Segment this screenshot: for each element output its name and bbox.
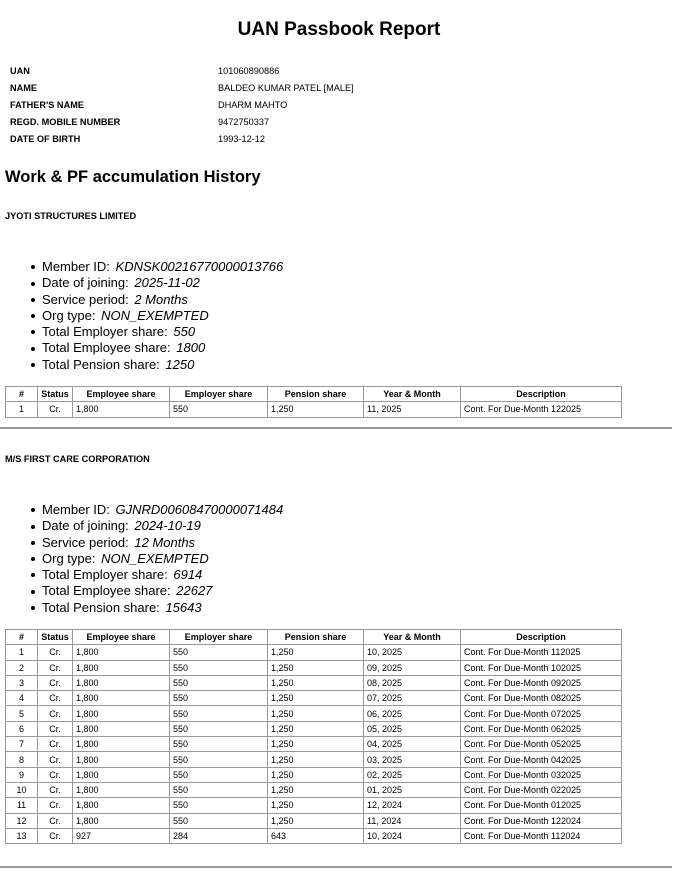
table-row [6,768,622,783]
cell-description: Cont. For Due-Month 042025 [461,752,622,767]
cell-pension-share: 1,250 [268,737,364,752]
cell-status: Cr. [38,691,73,706]
cell-description: Cont. For Due-Month 122025 [461,402,622,417]
cell-index: 12 [6,814,38,829]
cell-index: 4 [6,691,38,706]
cell-index: 1 [6,645,38,660]
detail-member-id: Member ID: KDNSK00216770000013766 [42,259,284,274]
cell-year-month: 11, 2025 [364,402,461,417]
cell-description: Cont. For Due-Month 082025 [461,691,622,706]
cell-pension-share: 1,250 [268,645,364,660]
cell-status: Cr. [38,402,73,417]
cell-employer-share: 550 [170,706,268,721]
info-label: DATE OF BIRTH [10,134,81,145]
cell-pension-share: 643 [268,829,364,844]
cell-pension-share: 1,250 [268,798,364,813]
col-header: Status [38,630,73,645]
detail-service-period: Service period: 12 Months [42,535,283,551]
info-value: 101060890886 [218,65,280,76]
cell-employer-share: 550 [170,645,268,660]
cell-pension-share: 1,250 [268,783,364,798]
cell-pension-share: 1,250 [268,706,364,721]
cell-description: Cont. For Due-Month 072025 [461,706,622,721]
table-row [6,661,622,676]
table-row [6,829,622,844]
table-row [6,752,622,767]
cell-description: Cont. For Due-Month 092025 [461,676,622,691]
table-row [6,783,622,798]
cell-employee-share: 927 [73,829,170,844]
cell-status: Cr. [38,661,73,676]
cell-year-month: 04, 2025 [364,737,461,752]
info-label: REGD. MOBILE NUMBER [10,117,121,128]
cell-employer-share: 284 [170,829,268,844]
cell-status: Cr. [38,783,73,798]
cell-status: Cr. [38,798,73,813]
cell-index: 13 [6,829,38,844]
cell-description: Cont. For Due-Month 032025 [461,768,622,783]
cell-employee-share: 1,800 [73,706,170,721]
cell-index: 9 [6,768,38,783]
cell-year-month: 08, 2025 [364,676,461,691]
detail-org-type: Org type: NON_EXEMPTED [42,308,283,324]
info-row-fathers-name [10,96,354,113]
history-heading: Work & PF accumulation History [5,168,261,186]
cell-year-month: 03, 2025 [364,752,461,767]
company-name: JYOTI STRUCTURES LIMITED [5,211,137,221]
table-body [6,645,622,844]
cell-employer-share: 550 [170,661,268,676]
cell-description: Cont. For Due-Month 122024 [461,814,622,829]
cell-employee-share: 1,800 [73,768,170,783]
detail-service-period: Service period: 2 Months [42,292,283,308]
cell-index: 3 [6,676,38,691]
cell-index: 6 [6,722,38,737]
cell-employee-share: 1,800 [73,798,170,813]
cell-index: 5 [6,706,38,721]
cell-status: Cr. [38,814,73,829]
info-row-dob [10,131,354,148]
col-header: Year & Month [364,630,461,645]
contribution-table [5,629,622,844]
cell-employer-share: 550 [170,402,268,417]
cell-pension-share: 1,250 [268,814,364,829]
cell-status: Cr. [38,645,73,660]
cell-index: 10 [6,783,38,798]
cell-status: Cr. [38,706,73,721]
cell-description: Cont. For Due-Month 062025 [461,722,622,737]
col-header: Description [461,387,622,402]
detail-total-pension-share: Total Pension share: 1250 [42,357,283,373]
col-header: # [6,387,38,402]
cell-year-month: 01, 2025 [364,783,461,798]
col-header: # [6,630,38,645]
employment-details [42,502,283,616]
cell-status: Cr. [38,737,73,752]
cell-employer-share: 550 [170,798,268,813]
cell-index: 7 [6,737,38,752]
col-header: Employee share [73,630,170,645]
col-header: Employer share [170,387,268,402]
detail-total-employee-share: Total Employee share: 1800 [42,340,283,356]
table-header-row [6,387,622,402]
info-label: NAME [10,82,38,93]
cell-employer-share: 550 [170,768,268,783]
info-value: BALDEO KUMAR PATEL [MALE] [218,82,354,93]
cell-pension-share: 1,250 [268,691,364,706]
contribution-table [5,386,622,418]
cell-pension-share: 1,250 [268,768,364,783]
cell-year-month: 10, 2024 [364,829,461,844]
detail-total-employer-share: Total Employer share: 550 [42,324,283,340]
detail-date-of-joining: Date of joining: 2024-10-19 [42,518,283,534]
info-row-uan [10,62,354,79]
cell-pension-share: 1,250 [268,752,364,767]
cell-description: Cont. For Due-Month 112024 [461,829,622,844]
col-header: Description [461,630,622,645]
cell-employee-share: 1,800 [73,783,170,798]
cell-year-month: 11, 2024 [364,814,461,829]
info-value: 9472750337 [218,117,270,128]
report-title: UAN Passbook Report [237,19,441,40]
cell-year-month: 12, 2024 [364,798,461,813]
cell-year-month: 05, 2025 [364,722,461,737]
cell-year-month: 07, 2025 [364,691,461,706]
col-header: Pension share [268,630,364,645]
cell-pension-share: 1,250 [268,676,364,691]
cell-employee-share: 1,800 [73,814,170,829]
cell-status: Cr. [38,722,73,737]
cell-year-month: 10, 2025 [364,645,461,660]
table-body [6,402,622,417]
cell-status: Cr. [38,752,73,767]
detail-org-type: Org type: NON_EXEMPTED [42,551,283,567]
cell-employee-share: 1,800 [73,645,170,660]
table-header-row [6,630,622,645]
col-header: Year & Month [364,387,461,402]
cell-index: 1 [6,402,38,417]
cell-employer-share: 550 [170,783,268,798]
info-label: FATHER'S NAME [10,99,84,110]
col-header: Employee share [73,387,170,402]
employment-details [42,259,283,373]
cell-employee-share: 1,800 [73,722,170,737]
col-header: Status [38,387,73,402]
table-row [6,814,622,829]
cell-employer-share: 550 [170,814,268,829]
info-value: DHARM MAHTO [218,99,288,110]
cell-index: 11 [6,798,38,813]
section-divider [0,866,672,868]
table-row [6,645,622,660]
detail-total-employer-share: Total Employer share: 6914 [42,567,283,583]
table-row [6,737,622,752]
cell-pension-share: 1,250 [268,722,364,737]
cell-description: Cont. For Due-Month 022025 [461,783,622,798]
cell-employer-share: 550 [170,752,268,767]
cell-pension-share: 1,250 [268,661,364,676]
cell-employer-share: 550 [170,722,268,737]
info-row-mobile [10,114,354,131]
cell-year-month: 02, 2025 [364,768,461,783]
cell-index: 8 [6,752,38,767]
cell-employee-share: 1,800 [73,752,170,767]
cell-employee-share: 1,800 [73,737,170,752]
cell-employee-share: 1,800 [73,691,170,706]
member-info [10,62,354,148]
cell-employee-share: 1,800 [73,661,170,676]
detail-date-of-joining: Date of joining: 2025-11-02 [42,275,283,291]
company-name: M/S FIRST CARE CORPORATION [5,454,150,464]
cell-employee-share: 1,800 [73,676,170,691]
cell-description: Cont. For Due-Month 102025 [461,661,622,676]
cell-status: Cr. [38,676,73,691]
cell-year-month: 06, 2025 [364,706,461,721]
table-row [6,402,622,417]
detail-member-id: Member ID: GJNRD00608470000071484 [42,502,284,517]
cell-year-month: 09, 2025 [364,661,461,676]
cell-pension-share: 1,250 [268,402,364,417]
table-row [6,722,622,737]
cell-employer-share: 550 [170,691,268,706]
cell-employee-share: 1,800 [73,402,170,417]
col-header: Pension share [268,387,364,402]
cell-index: 2 [6,661,38,676]
section-divider [0,427,672,429]
cell-description: Cont. For Due-Month 052025 [461,737,622,752]
cell-employer-share: 550 [170,737,268,752]
cell-description: Cont. For Due-Month 012025 [461,798,622,813]
info-value: 1993-12-12 [218,134,265,145]
table-row [6,706,622,721]
table-row [6,676,622,691]
info-row-name [10,79,354,96]
cell-description: Cont. For Due-Month 112025 [461,645,622,660]
col-header: Employer share [170,630,268,645]
cell-employer-share: 550 [170,676,268,691]
info-label: UAN [10,65,30,76]
detail-total-employee-share: Total Employee share: 22627 [42,583,283,599]
detail-total-pension-share: Total Pension share: 15643 [42,600,283,616]
cell-status: Cr. [38,768,73,783]
table-row [6,691,622,706]
table-row [6,798,622,813]
cell-status: Cr. [38,829,73,844]
